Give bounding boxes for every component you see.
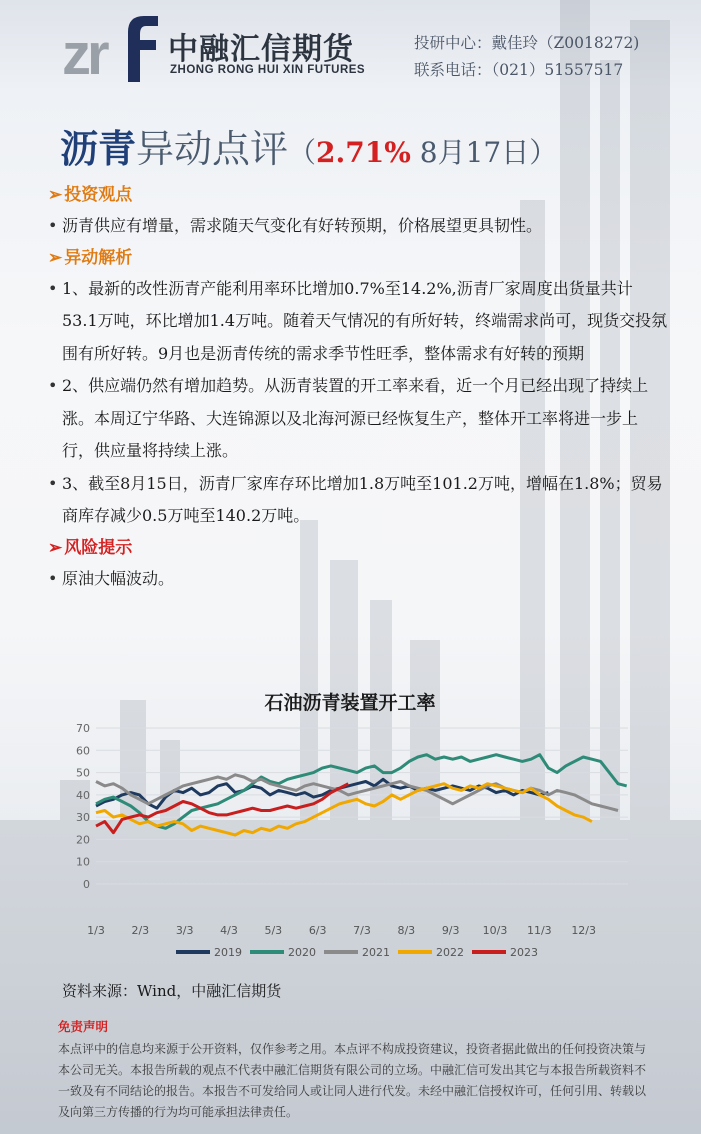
title-product: 沥青 [60,126,137,171]
x-tick-label: 7/3 [353,924,371,937]
x-tick-label: 11/3 [526,924,552,937]
arrow-right-icon: ➢ [48,185,63,205]
x-tick-label: 8/3 [397,924,416,937]
analysis-item-2: • 2、供应端仍然有增加趋势。从沥青装置的开工率来看，近一个月已经出现了持续上涨。本周辽宁华路、大连锦源以及北海河源已经恢复生产，整体开工率将进一步上行，供应量将持续上涨。 [48,370,668,468]
report-header [0,0,701,100]
phone-line: 联系电话：（021）51557517 [414,61,624,79]
arrow-right-icon: ➢ [48,247,63,268]
page-title [60,118,557,173]
legend-label: 2023 [510,946,538,959]
disclaimer-text: 本点评中的信息均来源于公开资料，仅作参考之用。本点评不构成投资建议，投资者据此做出的任何投资决策与本公司无关。本报告所载的观点不代表中融汇信期货有限公司的立场。中融汇信可发出其它与本报告所载资料不一致及有不同结论的报告。本报告不可发给同人或让同人进行代发。未经中融汇信授权许可，任何引用、转载以及向第三方传播的行为均可能承担法律责任。 [58,1042,647,1119]
y-tick-label: 40 [76,788,90,802]
legend-label: 2020 [288,946,316,959]
legend-label: 2021 [362,946,390,959]
x-tick-label: 1/3 [87,924,105,937]
x-tick-label: 3/3 [175,924,194,937]
section-heading-risk: ➢ 风险提示 [48,537,133,558]
title-percent: 2.71% [316,136,411,169]
company-logo-icon [62,10,162,82]
chart-plot [60,680,640,970]
x-tick-label: 9/3 [441,924,460,937]
y-tick-label: 10 [76,855,90,869]
data-source: 资料来源：Wind，中融汇信期货 [62,982,282,1000]
analyst-line: 投研中心：戴佳玲（Z0018272) [414,34,640,52]
utilization-chart [60,680,640,970]
section-heading-analysis: ➢ 异动解析 [48,247,133,268]
y-tick-label: 60 [76,744,90,758]
arrow-right-icon: ➢ [48,537,63,558]
x-tick-label: 6/3 [308,924,327,937]
title-paren: （ [288,136,317,169]
y-tick-label: 50 [76,766,90,780]
report-body [48,180,668,595]
x-tick-label: 5/3 [264,924,283,937]
analysis-item-1: • 1、最新的改性沥青产能利用率环比增加0.7%至14.2%,沥青厂家周度出货量共计53.1万吨，环比增加1.4万吨。随着天气情况的有所好转，终端需求尚可，现货交投氛围有所好转。9月也是沥青传统的需求季节性旺季，整体需求有好转的预期 [48,273,668,371]
x-tick-label: 2/3 [131,924,150,937]
legend-label: 2019 [214,946,242,959]
contact-info [414,30,639,84]
series-line-2019 [96,779,548,808]
analysis-item-3: • 3、截至8月15日，沥青厂家库存环比增加1.8万吨至101.2万吨，增幅在1.8%；贸易商库存减少0.5万吨至140.2万吨。 [48,468,668,533]
x-tick-label: 12/3 [571,924,597,937]
legend-label: 2022 [436,946,464,959]
disclaimer [58,1016,648,1123]
title-date: 8月17日） [410,136,558,169]
y-tick-label: 20 [76,833,90,847]
y-tick-label: 30 [76,811,90,825]
company-name-en: ZHONG RONG HUI XIN FUTURES [170,64,366,76]
y-tick-label: 0 [83,878,90,891]
title-type: 异动点评 [136,127,289,171]
risk-item: • 原油大幅波动。 [48,563,668,596]
x-tick-label: 10/3 [482,924,508,937]
company-name-cn: 中融汇信期货 [168,32,354,67]
svg-text:zr: zr [62,22,106,82]
section-heading-view: ➢ 投资观点 [48,185,133,205]
disclaimer-heading: 免责声明 [58,1019,109,1034]
y-tick-label: 70 [76,722,90,735]
view-item: • 沥青供应有增量，需求随天气变化有好转预期，价格展望更具韧性。 [48,210,668,243]
chart-title: 石油沥青装置开工率 [264,692,436,714]
x-tick-label: 4/3 [220,924,238,937]
